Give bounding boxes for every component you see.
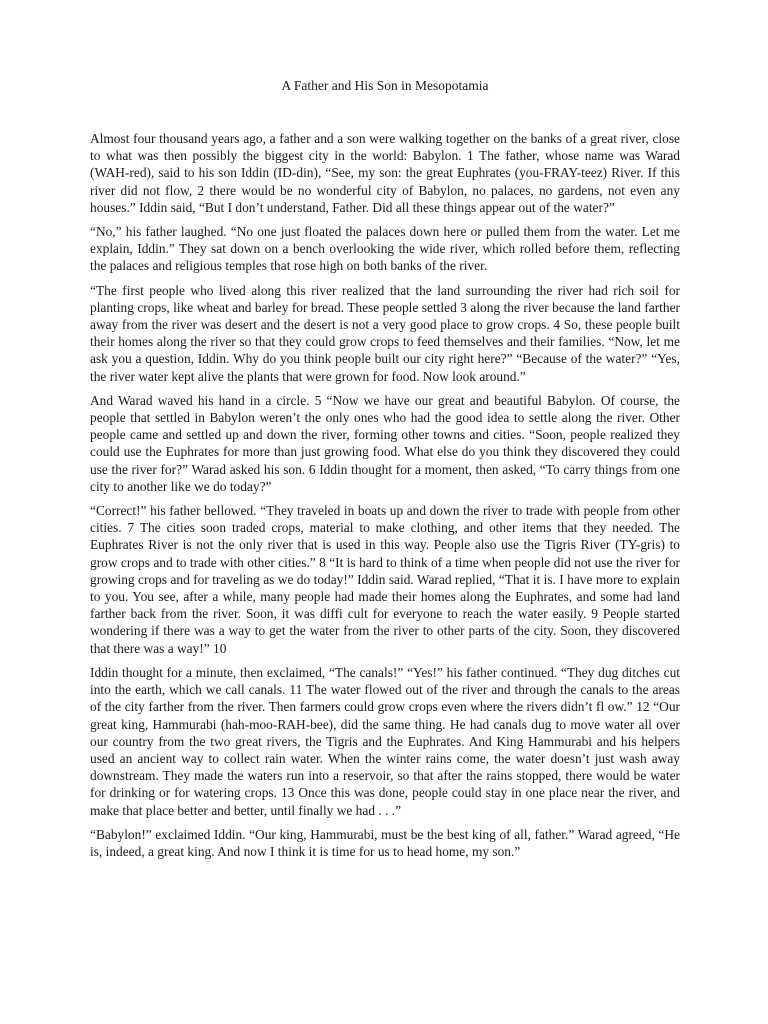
paragraph-4: And Warad waved his hand in a circle. 5 “Now we have our great and beautiful Babylon. Of course, the people that settled in Babylon weren’t the only ones who had the good idea to settle along the river. Other people came and settled up and down the river, forming other towns and cities. “Soon, people realized they could use the Euphrates for more than just growing food. What else do you think they discovered they could use the river for?” Warad asked his son. 6 Iddin thought for a moment, then asked, “To carry things from one city to another like we do today?” bbox=[90, 392, 680, 494]
paragraph-2: “No,” his father laughed. “No one just floated the palaces down here or pulled them from the water. Let me explain, Iddin.” They sat down on a bench overlooking the wide river, which rolled before them, reflecting the palaces and religious temples that rose high on both banks of the river. bbox=[90, 224, 680, 274]
paragraph-1: Almost four thousand years ago, a father and a son were walking together on the banks of a great river, close to what was then possibly the biggest city in the world: Babylon. 1 The father, whose name was Warad (WAH-red), said to his son Iddin (ID-din), “See, my son: the great Euphrates (you-FRAY-teez) River. If this river did not flow, 2 there would be no wonderful city of Babylon, no palaces, no gardens, not even any houses.” Iddin said, “But I don’t understand, Father. Did all these things appear out of the water?” bbox=[90, 131, 680, 215]
paragraph-6: Iddin thought for a minute, then exclaimed, “The canals!” “Yes!” his father continued. “They dug ditches cut into the earth, which we call canals. 11 The water flowed out of the river and through the canals to the areas of the city farther from the river. Then farmers could grow crops even where the rivers didn’t fl ow.” 12 “Our great king, Hammurabi (hah-moo-RAH-bee), did the same thing. He had canals dug to move water all over our country from the two great rivers, the Tigris and the Euphrates. And King Hammurabi and his helpers used an ancient way to collect rain water. When the winter rains come, the water doesn’t just wash away downstream. They made the waters run into a reservoir, so that after the rains stopped, there would be water for drinking or for watering crops. 13 Once this was done, people could stay in one place near the river, and make that place better and better, until finally we had . . .” bbox=[90, 664, 680, 818]
paragraph-7: “Babylon!” exclaimed Iddin. “Our king, Hammurabi, must be the best king of all, father.” Warad agreed, “He is, indeed, a great king. And now I think it is time for us to head home, my son.” bbox=[90, 826, 680, 859]
paragraph-5: “Correct!” his father bellowed. “They traveled in boats up and down the river to trade with people from other cities. 7 The cities soon traded crops, material to make clothing, and other items that they needed. The Euphrates River is not the only river that is used in this way. People also use the Tigris River (TY-gris) to grow crops and to trade with other cities.” 8 “It is hard to think of a time when people did not use the river for growing crops and for traveling as we do today!” Iddin said. Warad replied, “That it is. I have more to explain to you. You see, after a while, many people had made their homes along the Euphrates, and some had land farther back from the river. Soon, it was diffi cult for everyone to reach the water easily. 9 People started wondering if there was a way to get the water from the river to other parts of the city. Soon, they discovered that there was a way!” 10 bbox=[90, 503, 680, 656]
page-title: A Father and His Son in Mesopotamia bbox=[281, 78, 489, 93]
paragraph-3: “The first people who lived along this river realized that the land surrounding the river had rich soil for planting crops, like wheat and barley for bread. These people settled 3 along the river because the land farther away from the river was desert and the desert is not a very good place to grow crops. 4 So, these people built their homes along the river so that they could grow crops to feed themselves and their families. “Now, let me ask you a question, Iddin. Why do you think people built our city right here?” “Because of the water?” “Yes, the river water kept alive the plants that were grown for food. Now look around.” bbox=[90, 282, 680, 384]
